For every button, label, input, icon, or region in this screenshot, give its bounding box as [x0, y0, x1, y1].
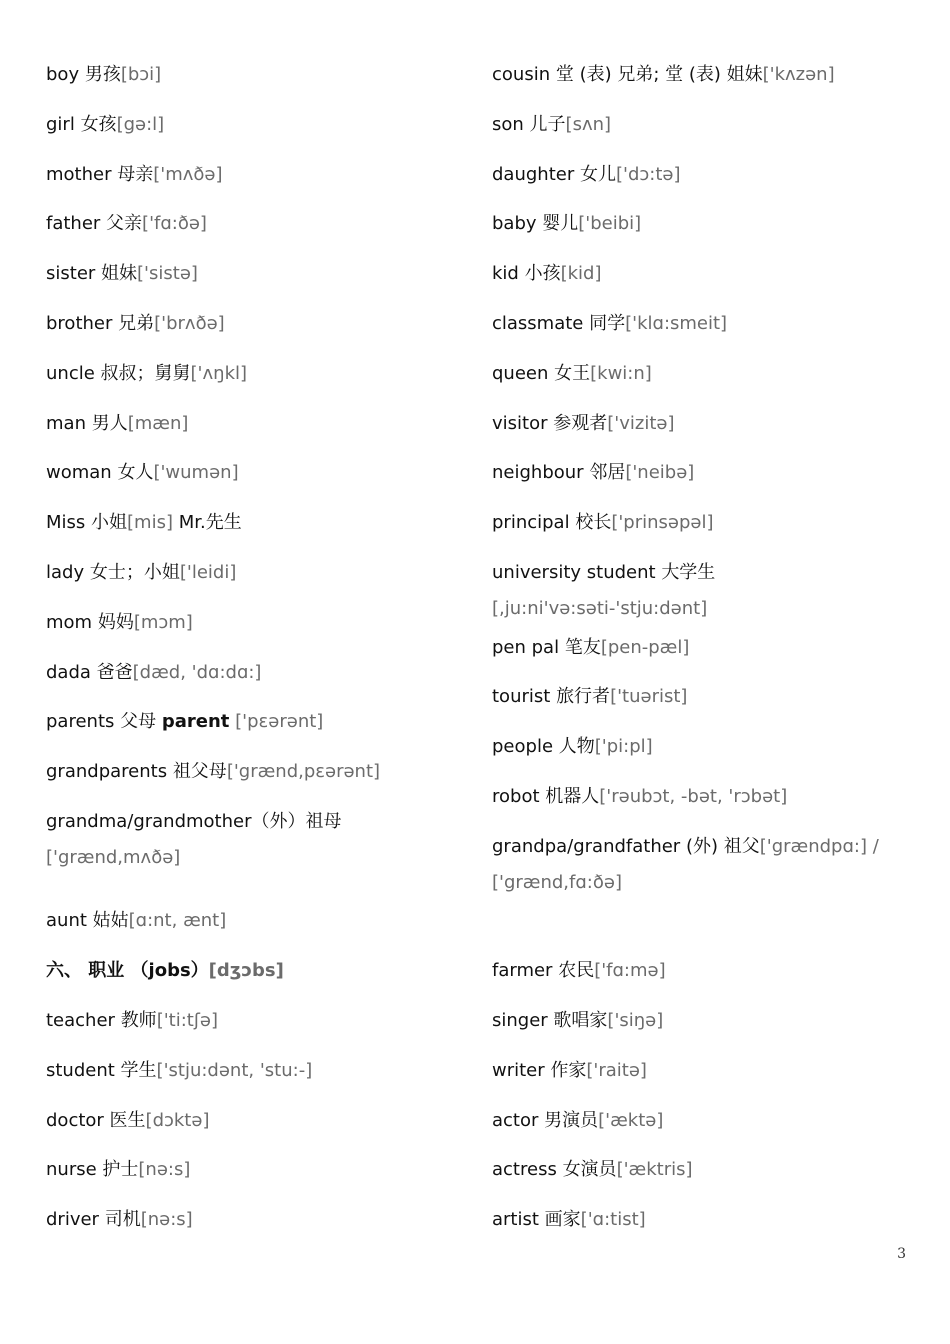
vocab-word: mom	[46, 612, 93, 633]
vocab-word: man	[46, 413, 86, 434]
vocab-chinese: 作家	[550, 1060, 587, 1081]
vocab-phonetic: ['pi:pl]	[594, 736, 653, 757]
vocab-entry	[46, 1152, 190, 1188]
vocab-word: student	[46, 1060, 115, 1081]
vocab-word: brother	[46, 313, 113, 334]
vocab-phonetic: [bɔi]	[120, 64, 162, 85]
vocab-chinese: 堂 (表) 兄弟; 堂 (表) 姐妹	[555, 64, 763, 85]
vocab-chinese: 母亲	[117, 164, 154, 185]
vocab-phonetic: ['fɑ:ðə]	[142, 213, 207, 234]
vocab-entry	[492, 455, 694, 491]
vocab-word: queen	[492, 363, 549, 384]
vocab-word: driver	[46, 1209, 99, 1230]
vocab-word: sister	[46, 263, 96, 284]
vocab-entry	[46, 306, 225, 342]
vocab-phonetic: [sʌn]	[565, 114, 612, 135]
vocab-phonetic: ['rəubɔt, -bət, 'rɔbət]	[599, 786, 788, 807]
vocab-phonetic: ['fɑ:mə]	[594, 960, 666, 981]
vocab-entry	[46, 605, 193, 641]
vocab-word: robot	[492, 786, 540, 807]
vocab-word: uncle	[46, 363, 95, 384]
vocab-entry	[492, 555, 715, 627]
vocab-phonetic: [gə:l]	[116, 114, 165, 135]
vocab-chinese: 男人	[91, 413, 128, 434]
vocab-entry	[492, 1202, 646, 1238]
vocab-phonetic: ['grænd,pɛərənt]	[226, 761, 381, 782]
vocab-entry	[46, 704, 323, 740]
vocab-word: baby	[492, 213, 537, 234]
vocab-chinese: 笔友	[564, 637, 601, 658]
vocab-chinese: 父亲	[106, 213, 143, 234]
vocab-chinese: 女孩	[80, 114, 117, 135]
vocab-word: tourist	[492, 686, 551, 707]
vocab-word: actor	[492, 1110, 539, 1131]
vocab-entry	[46, 754, 380, 790]
vocab-chinese: 小姐	[91, 512, 128, 533]
vocab-chinese: 人物	[558, 736, 595, 757]
vocab-phonetic: ['grændpɑ:] / ['grænd,fɑ:ðə]	[492, 836, 879, 893]
vocab-entry	[46, 555, 236, 591]
vocab-chinese: （外）祖母	[251, 811, 342, 832]
vocab-chinese: 祖父母	[172, 761, 227, 782]
vocab-phonetic: ['brʌðə]	[154, 313, 225, 334]
vocab-entry	[46, 57, 161, 93]
vocab-word: kid	[492, 263, 519, 284]
vocab-chinese: 男演员	[544, 1110, 599, 1131]
vocab-phonetic: ['stju:dənt, 'stu:-]	[156, 1060, 313, 1081]
vocab-entry	[46, 1103, 209, 1139]
page-number: 3	[897, 1246, 906, 1262]
vocab-entry	[46, 903, 226, 939]
vocab-word: artist	[492, 1209, 539, 1230]
vocab-entry	[492, 1152, 693, 1188]
vocab-word: woman	[46, 462, 112, 483]
vocab-word: farmer	[492, 960, 553, 981]
vocab-chinese: 校长	[575, 512, 612, 533]
vocab-chinese: 机器人	[545, 786, 600, 807]
vocab-chinese: (外) 祖父	[685, 836, 760, 857]
vocab-phonetic: ['leidi]	[179, 562, 237, 583]
vocab-chinese: 父母	[120, 711, 157, 732]
vocab-chinese: 女王	[554, 363, 591, 384]
vocab-entry	[492, 157, 680, 193]
vocab-chinese: 兄弟	[118, 313, 155, 334]
vocab-phonetic: ['pɛərənt]	[235, 711, 324, 732]
vocab-entry	[492, 779, 787, 815]
vocab-word: neighbour	[492, 462, 584, 483]
vocab-word: father	[46, 213, 101, 234]
vocab-word: parents	[46, 711, 115, 732]
vocab-word: grandma/grandmother	[46, 811, 252, 832]
vocab-word: dada	[46, 662, 91, 683]
vocab-chinese: 邻居	[589, 462, 626, 483]
vocab-chinese: 司机	[104, 1209, 141, 1230]
vocab-phonetic: ['beibi]	[578, 213, 642, 234]
vocab-chinese: 妈妈	[97, 612, 134, 633]
vocab-phonetic: ['klɑ:smeit]	[625, 313, 728, 334]
vocab-singular: parent	[161, 711, 230, 732]
vocab-word: doctor	[46, 1110, 104, 1131]
vocab-chinese: 护士	[102, 1159, 139, 1180]
vocab-entry	[46, 107, 164, 143]
vocab-phonetic: [kwi:n]	[590, 363, 652, 384]
vocab-entry	[46, 505, 242, 541]
vocab-chinese: 参观者	[553, 413, 608, 434]
vocab-entry	[492, 306, 727, 342]
vocab-phonetic: [nə:s]	[140, 1209, 193, 1230]
vocab-entry	[492, 829, 912, 901]
vocab-chinese: 女士；小姐	[89, 562, 180, 583]
vocab-phonetic: ['kʌzən]	[762, 64, 835, 85]
vocab-entry	[46, 1053, 312, 1089]
vocab-chinese: 女人	[117, 462, 154, 483]
vocab-entry	[492, 630, 689, 666]
vocab-entry	[492, 107, 611, 143]
vocab-phonetic: [pen-pæl]	[600, 637, 690, 658]
vocab-chinese: 小孩	[524, 263, 561, 284]
vocab-word: girl	[46, 114, 75, 135]
vocab-entry	[492, 256, 602, 292]
vocab-phonetic: [ɑ:nt, ænt]	[128, 910, 227, 931]
section-phonetic: [dʒɔbs]	[208, 960, 284, 981]
vocab-entry	[492, 406, 674, 442]
vocab-phonetic: [mɔm]	[133, 612, 193, 633]
vocab-chinese: 同学	[589, 313, 626, 334]
vocab-phonetic: [nə:s]	[138, 1159, 191, 1180]
vocab-entry	[492, 953, 666, 989]
vocab-phonetic: ['æktə]	[598, 1110, 664, 1131]
vocab-word: daughter	[492, 164, 575, 185]
section-heading-jobs	[46, 953, 284, 989]
vocab-word: visitor	[492, 413, 548, 434]
vocab-phonetic: [kid]	[560, 263, 602, 284]
vocab-chinese: 儿子	[529, 114, 566, 135]
vocab-phonetic: ['sistə]	[137, 263, 198, 284]
vocab-phonetic: ['vizitə]	[607, 413, 675, 434]
vocab-entry	[492, 505, 714, 541]
vocab-phonetic: ['wumən]	[153, 462, 239, 483]
vocab-word: grandpa/grandfather	[492, 836, 681, 857]
vocab-phonetic: [dɔktə]	[145, 1110, 210, 1131]
vocab-phonetic: ['raitə]	[586, 1060, 647, 1081]
vocab-entry	[492, 1003, 663, 1039]
vocab-word: teacher	[46, 1010, 115, 1031]
vocab-phonetic: [dæd, 'dɑ:dɑ:]	[132, 662, 262, 683]
vocab-phonetic: ['neibə]	[625, 462, 695, 483]
vocab-entry	[492, 1053, 647, 1089]
vocab-chinese: 旅行者	[556, 686, 611, 707]
vocab-chinese: 男孩	[84, 64, 121, 85]
vocab-phonetic: ['æktris]	[616, 1159, 693, 1180]
vocab-entry	[46, 406, 188, 442]
vocab-word: singer	[492, 1010, 548, 1031]
vocab-phonetic: ['dɔ:tə]	[615, 164, 681, 185]
vocab-entry	[492, 679, 687, 715]
vocab-word: boy	[46, 64, 80, 85]
vocab-extra: Mr.先生	[178, 512, 242, 533]
vocab-chinese: 医生	[109, 1110, 146, 1131]
vocab-phonetic: ['ti:tʃə]	[156, 1010, 218, 1031]
vocab-entry	[46, 157, 223, 193]
vocab-word: grandparents	[46, 761, 168, 782]
vocab-word: mother	[46, 164, 112, 185]
vocab-entry	[46, 356, 247, 392]
vocab-entry	[46, 1202, 193, 1238]
vocab-phonetic: ['tuərist]	[610, 686, 688, 707]
vocab-word: university student	[492, 562, 656, 583]
vocab-entry	[46, 1003, 218, 1039]
vocab-entry	[492, 1103, 663, 1139]
vocab-phonetic: [mæn]	[127, 413, 189, 434]
vocab-phonetic: ['siŋə]	[607, 1010, 664, 1031]
vocab-chinese: 大学生	[661, 562, 716, 583]
vocab-word: lady	[46, 562, 85, 583]
vocab-chinese: 学生	[120, 1060, 157, 1081]
vocab-word: son	[492, 114, 524, 135]
vocab-phonetic: [,ju:ni'və:səti-'stju:dənt]	[492, 598, 708, 619]
vocab-word: people	[492, 736, 554, 757]
vocab-chinese: 农民	[558, 960, 595, 981]
vocab-entry	[492, 729, 653, 765]
vocab-phonetic: ['ʌŋkl]	[190, 363, 248, 384]
vocab-chinese: 画家	[544, 1209, 581, 1230]
vocab-word: nurse	[46, 1159, 97, 1180]
vocab-chinese: 女儿	[579, 164, 616, 185]
vocab-word: actress	[492, 1159, 557, 1180]
vocab-entry	[46, 256, 198, 292]
vocab-phonetic: [mis]	[127, 512, 173, 533]
vocab-entry	[492, 356, 652, 392]
vocab-word: classmate	[492, 313, 584, 334]
vocab-entry	[492, 206, 641, 242]
vocab-entry	[492, 57, 835, 93]
vocab-chinese: 叔叔；舅舅	[100, 363, 191, 384]
vocab-phonetic: ['ɑ:tist]	[580, 1209, 646, 1230]
vocab-chinese: 爸爸	[96, 662, 133, 683]
vocab-phonetic: ['grænd,mʌðə]	[46, 847, 181, 868]
vocab-chinese: 教师	[120, 1010, 157, 1031]
vocab-word: pen pal	[492, 637, 560, 658]
vocab-word: Miss	[46, 512, 86, 533]
vocab-entry	[46, 206, 207, 242]
vocab-phonetic: ['prinsəpəl]	[611, 512, 714, 533]
vocab-chinese: 女演员	[562, 1159, 617, 1180]
vocab-entry	[46, 655, 261, 691]
vocab-chinese: 歌唱家	[553, 1010, 608, 1031]
vocab-word: cousin	[492, 64, 551, 85]
vocab-word: principal	[492, 512, 570, 533]
vocab-chinese: 姐妹	[101, 263, 138, 284]
section-label: 六、 职业 （jobs）	[46, 960, 209, 981]
vocab-phonetic: ['mʌðə]	[153, 164, 223, 185]
vocab-chinese: 婴儿	[542, 213, 579, 234]
vocab-word: writer	[492, 1060, 545, 1081]
vocab-entry	[46, 455, 239, 491]
vocab-chinese: 姑姑	[92, 910, 129, 931]
vocab-word: aunt	[46, 910, 87, 931]
vocab-entry	[46, 804, 342, 876]
